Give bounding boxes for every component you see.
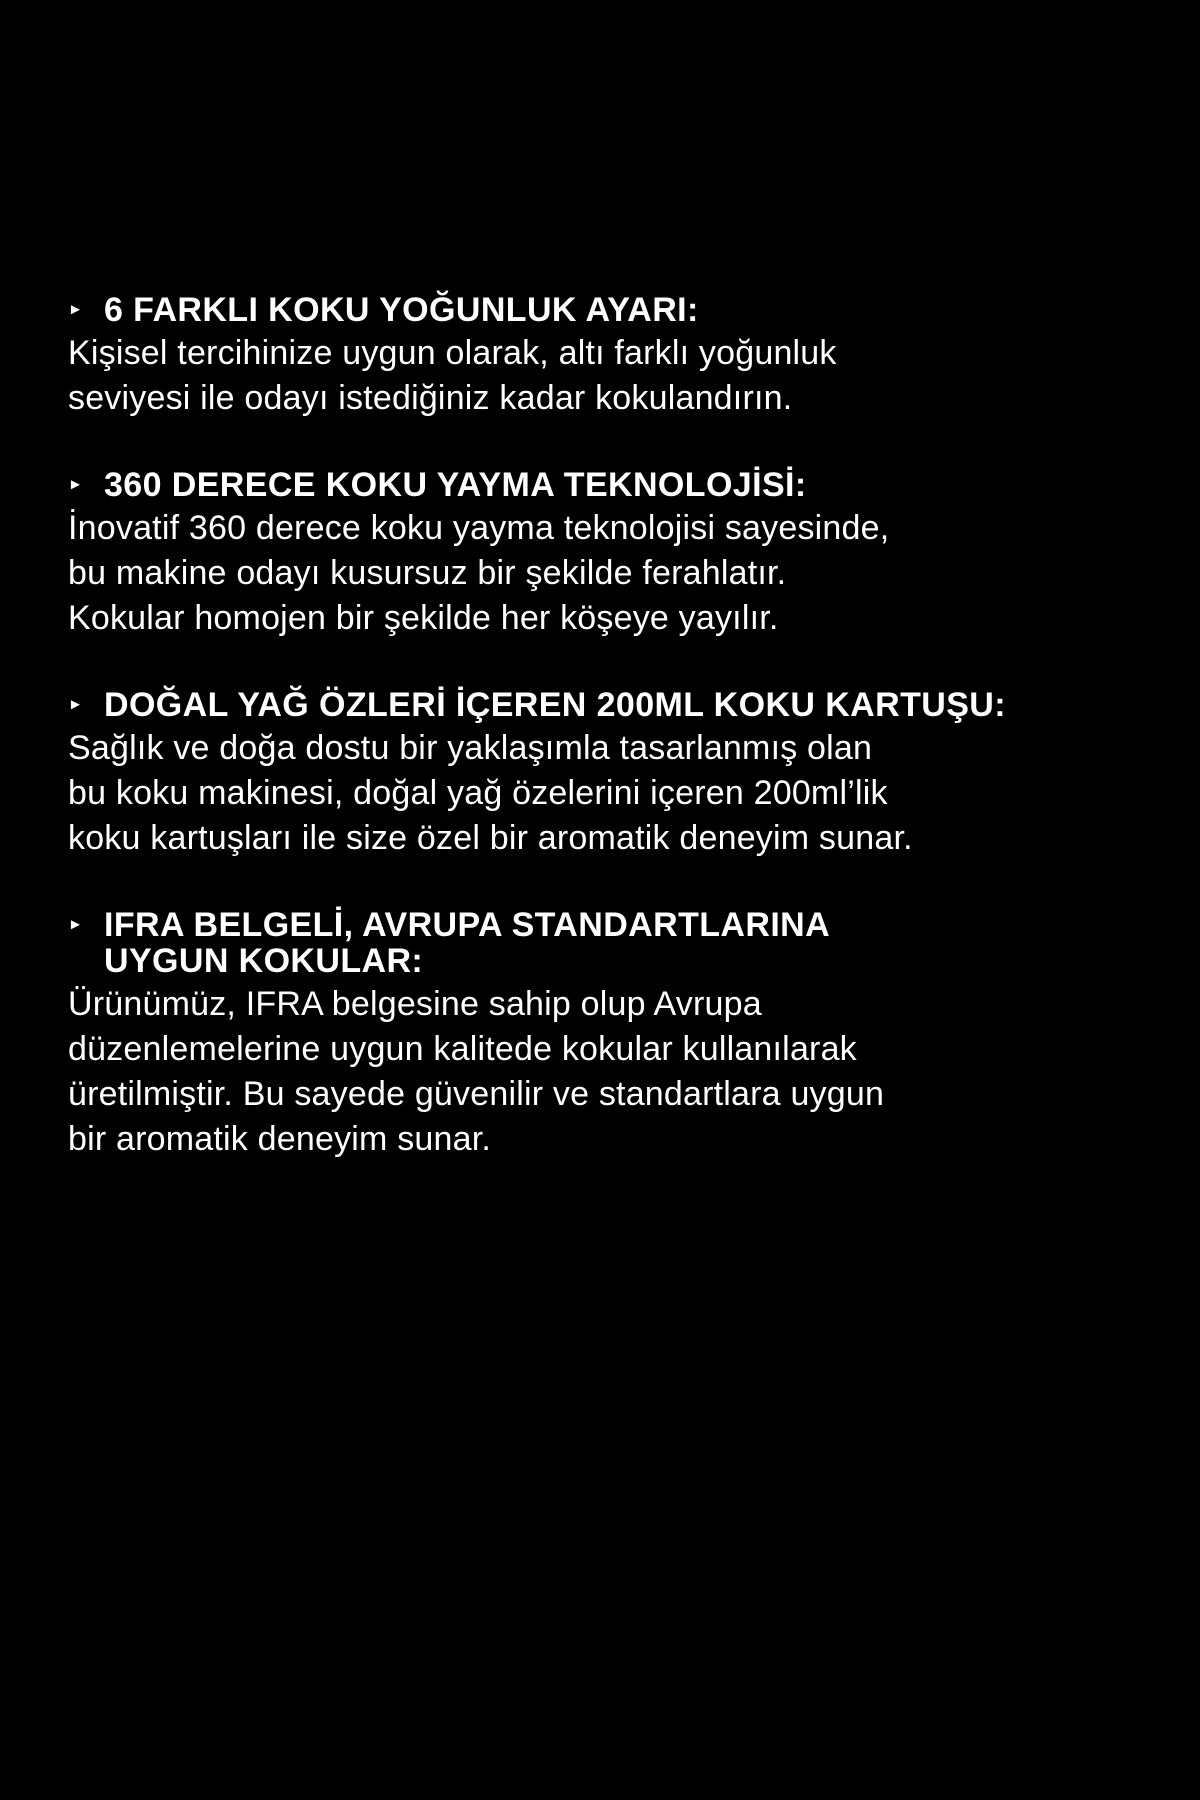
triangle-right-icon: ► — [68, 476, 84, 493]
feature-list — [68, 292, 1168, 1208]
feature-intensity-settings — [68, 292, 1168, 421]
feature-scent-cartridge — [68, 687, 1168, 861]
feature-ifra-certified — [68, 907, 1168, 1162]
feature-360-diffusion — [68, 467, 1168, 641]
feature-heading — [68, 467, 1168, 503]
description-line: üretilmiştir. Bu sayede güvenilir ve standartlara uygun — [68, 1075, 885, 1113]
description-line: İnovatif 360 derece koku yayma teknolojisi sayesinde, — [68, 509, 890, 547]
feature-description — [68, 982, 1168, 1162]
description-line: koku kartuşları ile size özel bir aromatik deneyim sunar. — [68, 819, 913, 857]
description-line: düzenlemelerine uygun kalitede kokular kullanılarak — [68, 1030, 857, 1068]
description-line: Sağlık ve doğa dostu bir yaklaşımla tasarlanmış olan — [68, 729, 873, 767]
feature-heading — [68, 292, 1168, 328]
feature-description — [68, 726, 1168, 861]
description-line: Kişisel tercihinize uygun olarak, altı farklı yoğunluk — [68, 334, 837, 372]
feature-heading-text: UYGUN KOKULAR: — [104, 942, 424, 980]
feature-description — [68, 506, 1168, 641]
feature-heading-text: 360 DERECE KOKU YAYMA TEKNOLOJİSİ: — [104, 466, 807, 504]
description-line: Kokular homojen bir şekilde her köşeye yayılır. — [68, 599, 779, 637]
description-line: bu koku makinesi, doğal yağ özelerini içeren 200ml’lik — [68, 774, 888, 812]
triangle-right-icon: ► — [68, 696, 84, 713]
triangle-right-icon: ► — [68, 916, 84, 933]
feature-heading — [68, 907, 1168, 979]
feature-heading-text: 6 FARKLI KOKU YOĞUNLUK AYARI: — [104, 291, 699, 329]
description-line: bu makine odayı kusursuz bir şekilde ferahlatır. — [68, 554, 787, 592]
feature-heading-text: IFRA BELGELİ, AVRUPA STANDARTLARINA — [104, 906, 831, 944]
triangle-right-icon: ► — [68, 301, 84, 318]
feature-description — [68, 331, 1168, 421]
feature-heading-text: DOĞAL YAĞ ÖZLERİ İÇEREN 200ML KOKU KARTUŞU: — [104, 686, 1006, 724]
description-line: Ürünümüz, IFRA belgesine sahip olup Avrupa — [68, 985, 762, 1023]
description-line: bir aromatik deneyim sunar. — [68, 1120, 492, 1158]
feature-heading — [68, 687, 1168, 723]
description-line: seviyesi ile odayı istediğiniz kadar kokulandırın. — [68, 379, 793, 417]
